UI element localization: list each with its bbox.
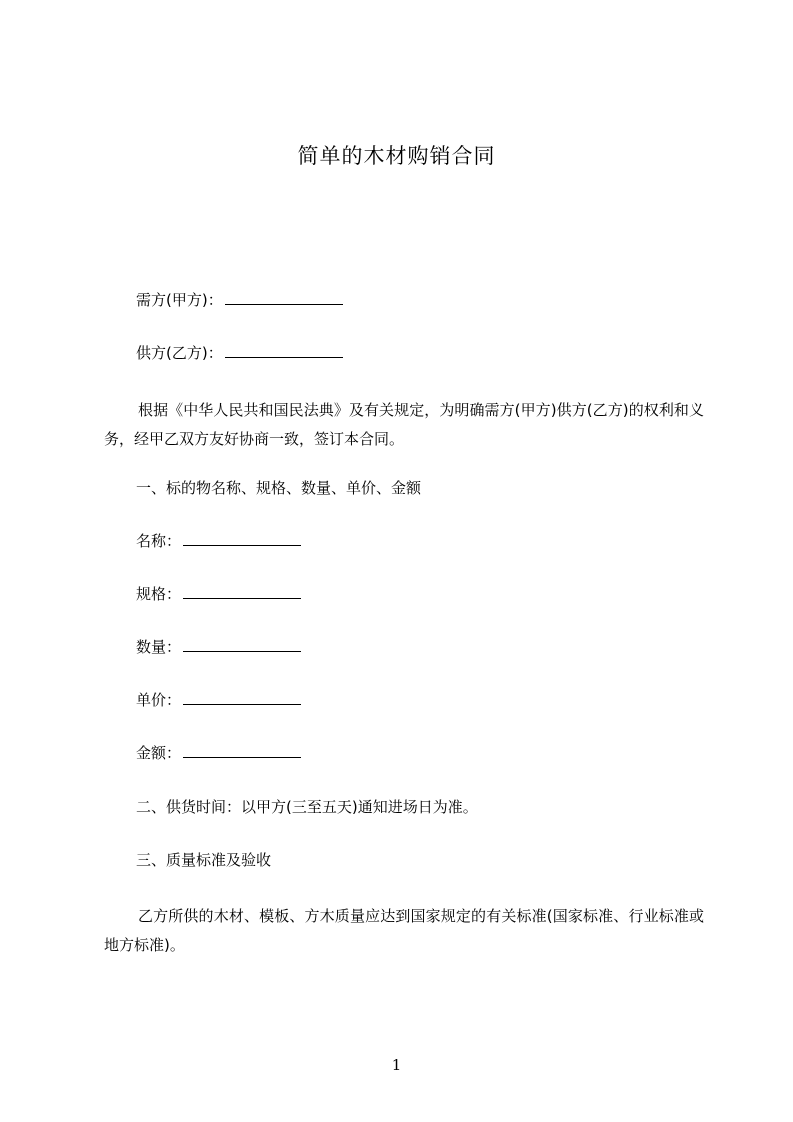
buyer-label: 需方(甲方)： [136, 291, 223, 309]
field-label: 单价： [136, 691, 182, 709]
field-name-line [136, 530, 301, 552]
field-amount-line [136, 742, 301, 764]
field-unit-price-line [136, 689, 301, 711]
preamble-paragraph: 根据《中华人民共和国民法典》及有关规定，为明确需方(甲方)供方(乙方)的权利和义务，经甲乙双方友好协商一致，签订本合同。 [104, 401, 704, 448]
field-label: 金额： [136, 744, 182, 762]
field-blank [183, 584, 301, 599]
page-number: 1 [391, 1056, 402, 1074]
section2-text: 二、供货时间：以甲方(三至五天)通知进场日为准。 [136, 798, 478, 816]
field-blank [183, 690, 301, 705]
field-blank [183, 531, 301, 546]
buyer-line [136, 289, 343, 311]
field-blank [183, 637, 301, 652]
section3-heading: 三、质量标准及验收 [136, 851, 272, 869]
field-blank [183, 743, 301, 758]
document-title: 简单的木材购销合同 [297, 144, 496, 168]
field-label: 数量： [136, 638, 182, 656]
seller-line [136, 342, 343, 364]
field-quantity-line [136, 636, 301, 658]
field-label: 名称： [136, 532, 182, 550]
field-spec-line [136, 583, 301, 605]
buyer-blank [225, 290, 343, 305]
section3-paragraph: 乙方所供的木材、模板、方木质量应达到国家规定的有关标准(国家标准、行业标准或地方标准)。 [104, 907, 704, 954]
section1-heading: 一、标的物名称、规格、数量、单价、金额 [136, 479, 422, 497]
field-label: 规格： [136, 585, 182, 603]
seller-blank [225, 343, 343, 358]
seller-label: 供方(乙方)： [136, 344, 223, 362]
